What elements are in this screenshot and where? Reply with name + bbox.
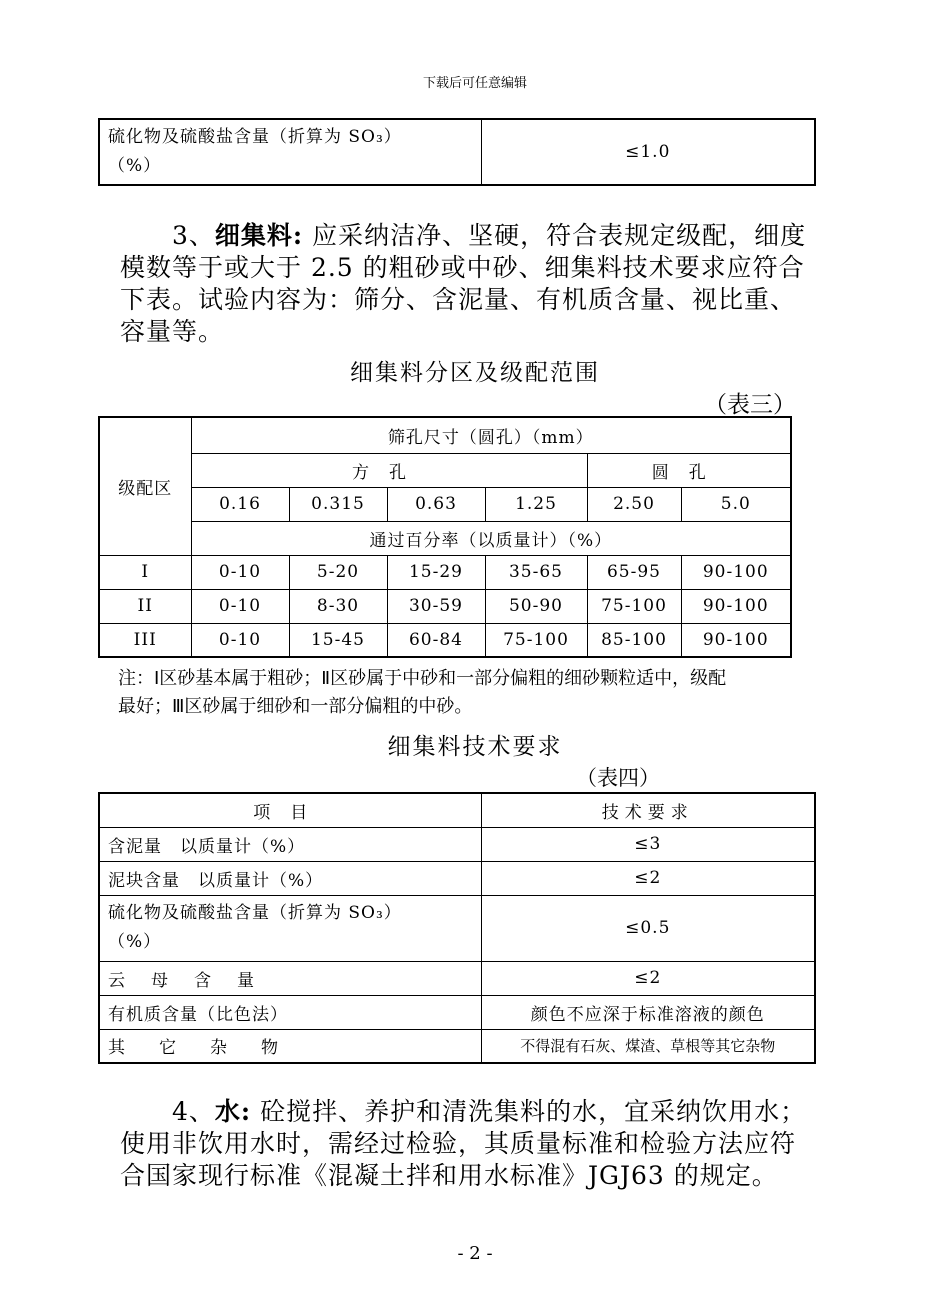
page-header: 下载后可任意编辑 — [422, 76, 527, 91]
range-cell: 15-45 — [289, 623, 387, 657]
requirement-cell: 不得混有石灰、煤渣、草根等其它杂物 — [481, 1029, 815, 1063]
range-cell: 15-29 — [387, 555, 485, 589]
range-cell: 35-65 — [485, 555, 587, 589]
item-cell: 其它杂物 — [99, 1029, 481, 1063]
requirement-cell: ≤2 — [481, 861, 815, 895]
zone-cell: II — [99, 589, 191, 623]
range-cell: 60-84 — [387, 623, 485, 657]
sieve-size-cell: 5.0 — [681, 487, 791, 521]
section3-line2: 模数等于或大于 2.5 的粗砂或中砂、细集料技术要求应符合 — [120, 253, 805, 282]
item-column-header: 项目 — [99, 793, 481, 827]
square-hole-header: 方孔 — [191, 453, 587, 487]
table4-label: （表四） — [576, 766, 660, 790]
section3-line1: 应采纳洁净、坚硬，符合表规定级配，细度 — [312, 221, 807, 250]
table3-label: （表三） — [704, 392, 796, 418]
section3-colon: : — [292, 221, 304, 250]
top-table-item-line2: （%） — [108, 156, 162, 176]
section4-line3: 合国家现行标准《混凝土拌和用水标准》JGJ63 的规定。 — [120, 1161, 778, 1190]
zone-cell: I — [99, 555, 191, 589]
tech-requirements-table — [98, 792, 816, 1064]
grading-table — [98, 416, 792, 658]
requirement-cell: ≤2 — [481, 961, 815, 995]
section4-paragraph — [120, 1096, 860, 1192]
requirement-cell: 颜色不应深于标准溶液的颜色 — [481, 995, 815, 1029]
sieve-size-cell: 1.25 — [485, 487, 587, 521]
range-cell: 5-20 — [289, 555, 387, 589]
section3-line4: 容量等。 — [120, 317, 225, 346]
table3-title: 细集料分区及级配范围 — [350, 360, 600, 386]
requirement-cell: ≤0.5 — [481, 895, 815, 961]
range-cell: 8-30 — [289, 589, 387, 623]
section3-line3: 下表。试验内容为：筛分、含泥量、有机质含量、视比重、 — [120, 285, 797, 314]
pass-percent-header: 通过百分率（以质量计）（%） — [191, 521, 791, 555]
sieve-size-cell: 2.50 — [587, 487, 681, 521]
sieve-size-header: 筛孔尺寸（圆孔）（mm） — [191, 417, 791, 453]
range-cell: 90-100 — [681, 589, 791, 623]
table-row — [99, 589, 791, 623]
section4-heading: 水 — [214, 1097, 241, 1126]
page-number: - 2 - — [457, 1243, 493, 1264]
table-row — [99, 895, 815, 961]
section4-number: 4、 — [172, 1097, 215, 1126]
requirement-column-header: 技术要求 — [481, 793, 815, 827]
item-cell-line1: 硫化物及硫酸盐含量（折算为 SO₃） — [108, 903, 402, 923]
range-cell: 50-90 — [485, 589, 587, 623]
range-cell: 90-100 — [681, 623, 791, 657]
item-cell — [99, 895, 481, 961]
zone-cell: III — [99, 623, 191, 657]
section3-line1-wrap — [120, 220, 860, 252]
note-line2: 最好；Ⅲ区砂属于细砂和一部分偏粗的中砂。 — [118, 696, 473, 716]
section3-number: 3、 — [172, 221, 215, 250]
item-cell-line2: （%） — [108, 932, 162, 952]
range-cell: 0-10 — [191, 555, 289, 589]
section4-line2: 使用非饮用水时，需经过检验，其质量标准和检验方法应符 — [120, 1129, 797, 1158]
range-cell: 65-95 — [587, 555, 681, 589]
table-row — [99, 623, 791, 657]
top-table-item-line1: 硫化物及硫酸盐含量（折算为 SO₃） — [108, 127, 402, 147]
top-table-fragment — [98, 118, 816, 186]
range-cell: 85-100 — [587, 623, 681, 657]
table-row — [99, 961, 815, 995]
range-cell: 0-10 — [191, 623, 289, 657]
item-cell: 云母含量 — [99, 961, 481, 995]
table-row — [99, 1029, 815, 1063]
top-table-item-cell — [99, 119, 481, 185]
table-row — [99, 995, 815, 1029]
section3-paragraph — [120, 220, 860, 348]
range-cell: 75-100 — [485, 623, 587, 657]
sieve-size-cell: 0.315 — [289, 487, 387, 521]
sieve-size-cell: 0.16 — [191, 487, 289, 521]
table-row — [99, 555, 791, 589]
round-hole-header: 圆孔 — [587, 453, 791, 487]
range-cell: 75-100 — [587, 589, 681, 623]
section4-colon: : — [240, 1097, 252, 1126]
section4-line1: 砼搅拌、养护和清洗集料的水，宜采纳饮用水； — [260, 1097, 807, 1126]
item-cell: 含泥量 以质量计（%） — [99, 827, 481, 861]
item-cell: 泥块含量 以质量计（%） — [99, 861, 481, 895]
requirement-cell: ≤3 — [481, 827, 815, 861]
range-cell: 90-100 — [681, 555, 791, 589]
section3-heading: 细集料 — [214, 221, 293, 250]
top-table-value: ≤1.0 — [481, 119, 815, 185]
range-cell: 30-59 — [387, 589, 485, 623]
table-row — [99, 827, 815, 861]
section4-line1-wrap — [120, 1096, 860, 1128]
range-cell: 0-10 — [191, 589, 289, 623]
grade-zone-header: 级配区 — [99, 417, 191, 555]
item-cell: 有机质含量（比色法） — [99, 995, 481, 1029]
table4-title: 细集料技术要求 — [387, 734, 563, 760]
note-line1: 注：Ⅰ区砂基本属于粗砂；Ⅱ区砂属于中砂和一部分偏粗的细砂颗粒适中，级配 — [118, 668, 727, 688]
sieve-size-cell: 0.63 — [387, 487, 485, 521]
table3-note — [118, 664, 858, 720]
table-row — [99, 861, 815, 895]
